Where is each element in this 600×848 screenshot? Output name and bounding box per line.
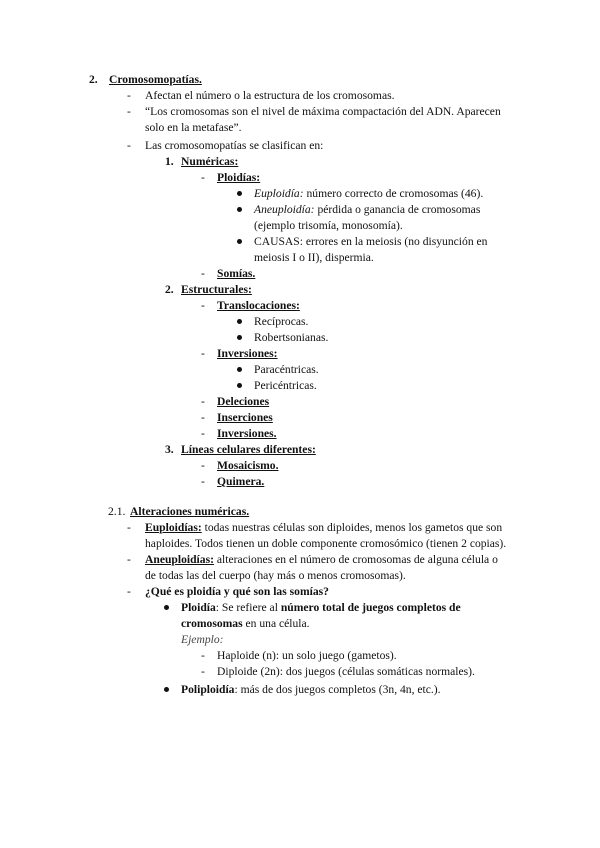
bullet-text: Pericéntricas. bbox=[254, 379, 317, 392]
subsection-label: Numéricas: bbox=[181, 155, 239, 168]
bullet-text-cont bbox=[181, 616, 310, 632]
dash: - bbox=[127, 105, 131, 118]
example-label: Ejemplo: bbox=[181, 633, 224, 646]
bullet bbox=[164, 600, 169, 616]
bullet bbox=[237, 314, 242, 330]
bullet-text-cont: (ejemplo trisomía, monosomía). bbox=[254, 219, 403, 232]
bullet-dot-icon bbox=[164, 687, 169, 692]
dash: - bbox=[201, 267, 205, 280]
term: Euploidía: bbox=[254, 187, 304, 200]
item-label: Translocaciones: bbox=[217, 299, 300, 312]
bullet-text bbox=[145, 552, 498, 568]
dash: - bbox=[201, 475, 205, 488]
definition: en una célula. bbox=[242, 617, 310, 630]
dash: - bbox=[127, 521, 131, 534]
item-label: Mosaicismo. bbox=[217, 459, 279, 472]
bullet-text: Las cromosomopatías se clasifican en: bbox=[145, 139, 324, 152]
bullet-text-cont: haploides. Todos tienen un doble componente cromosómico (tienen 2 copias). bbox=[145, 537, 507, 550]
bullet-text: Robertsonianas. bbox=[254, 331, 329, 344]
bullet-dot-icon bbox=[237, 319, 242, 324]
dash: - bbox=[127, 585, 131, 598]
item-label: Inversiones: bbox=[217, 347, 278, 360]
bullet-dot-icon bbox=[237, 191, 242, 196]
definition: : Se refiere al bbox=[215, 601, 281, 614]
bullet-text-cont: de todas las del cuerpo (hay más o menos cromosomas). bbox=[145, 569, 406, 582]
definition-bold: número total de juegos completos de bbox=[280, 601, 461, 614]
quote-text-cont: solo en la metafase”. bbox=[145, 121, 242, 134]
term: Aneuploidía: bbox=[254, 203, 315, 216]
bullet bbox=[237, 202, 242, 218]
dash: - bbox=[201, 649, 205, 662]
bullet bbox=[237, 378, 242, 394]
quote-text: “Los cromosomas son el nivel de máxima compactación del ADN. Aparecen bbox=[145, 105, 501, 118]
dash: - bbox=[201, 299, 205, 312]
bullet-text-cont: meiosis I o II), dispermia. bbox=[254, 251, 374, 264]
bullet-dot-icon bbox=[237, 207, 242, 212]
definition: número correcto de cromosomas (46). bbox=[303, 187, 484, 200]
bullet-text: Paracéntricas. bbox=[254, 363, 319, 376]
item-label: Deleciones bbox=[217, 395, 270, 408]
dash: - bbox=[201, 665, 205, 678]
section-number: 2.1. bbox=[108, 505, 126, 518]
dash: - bbox=[127, 89, 131, 102]
item-label: Somías. bbox=[217, 267, 256, 280]
bullet-text bbox=[254, 202, 480, 218]
definition: pérdida o ganancia de cromosomas bbox=[314, 203, 481, 216]
bullet-text bbox=[181, 600, 461, 616]
bullet-dot-icon bbox=[237, 239, 242, 244]
bullet-text: CAUSAS: errores en la meiosis (no disyunción en bbox=[254, 235, 488, 248]
bullet-text bbox=[181, 682, 441, 698]
subsection-label: Líneas celulares diferentes: bbox=[181, 443, 316, 456]
section-title: Alteraciones numéricas. bbox=[130, 505, 250, 518]
question-heading: ¿Qué es ploidía y qué son las somías? bbox=[145, 585, 329, 598]
dash: - bbox=[201, 411, 205, 424]
item-label: Inserciones bbox=[217, 411, 273, 424]
bullet bbox=[164, 682, 169, 698]
bullet-text: Afectan el número o la estructura de los cromosomas. bbox=[145, 89, 395, 102]
list-number: 1. bbox=[165, 155, 174, 168]
example-item: Haploide (n): un solo juego (gametos). bbox=[217, 649, 397, 662]
term: Euploidías: bbox=[145, 521, 202, 534]
bullet bbox=[237, 234, 242, 250]
section-title: Cromosomopatías. bbox=[109, 73, 202, 86]
definition-bold: cromosomas bbox=[181, 617, 243, 630]
bullet-text bbox=[145, 520, 502, 536]
bullet-text: Recíprocas. bbox=[254, 315, 309, 328]
term: Aneuploidías: bbox=[145, 553, 214, 566]
dash: - bbox=[201, 427, 205, 440]
term: Ploidía bbox=[181, 601, 216, 614]
bullet-text bbox=[254, 186, 483, 202]
bullet-dot-icon bbox=[237, 367, 242, 372]
dash: - bbox=[127, 139, 131, 152]
dash: - bbox=[201, 459, 205, 472]
dash: - bbox=[201, 395, 205, 408]
bullet bbox=[237, 330, 242, 346]
term: Poliploidía bbox=[181, 683, 235, 696]
bullet-dot-icon bbox=[164, 605, 169, 610]
bullet-dot-icon bbox=[237, 383, 242, 388]
bullet-dot-icon bbox=[237, 335, 242, 340]
bullet bbox=[237, 186, 242, 202]
subsection-label: Estructurales: bbox=[181, 283, 252, 296]
item-label: Quimera. bbox=[217, 475, 265, 488]
dash: - bbox=[201, 347, 205, 360]
definition: alteraciones en el número de cromosomas de alguna célula o bbox=[213, 553, 498, 566]
dash: - bbox=[201, 171, 205, 184]
example-item: Diploide (2n): dos juegos (células somáticas normales). bbox=[217, 665, 475, 678]
list-number: 3. bbox=[165, 443, 174, 456]
section-number: 2. bbox=[89, 73, 98, 86]
item-label: Ploidías: bbox=[217, 171, 261, 184]
list-number: 2. bbox=[165, 283, 174, 296]
bullet bbox=[237, 362, 242, 378]
definition: todas nuestras células son diploides, menos los gametos que son bbox=[201, 521, 503, 534]
item-label: Inversiones. bbox=[217, 427, 277, 440]
dash: - bbox=[127, 553, 131, 566]
definition: : más de dos juegos completos (3n, 4n, etc.). bbox=[234, 683, 441, 696]
